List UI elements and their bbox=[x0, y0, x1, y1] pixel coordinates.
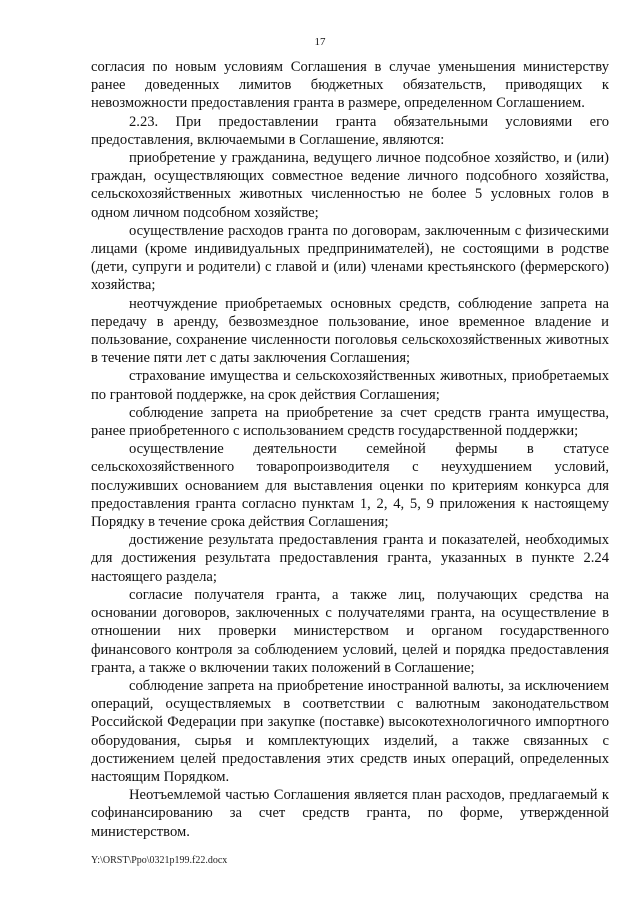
footer-file-path: Y:\ORST\Ppo\0321p199.f22.docx bbox=[91, 855, 228, 866]
section-2-23-paragraph: 2.23. При предоставлении гранта обязательными условиями его предоставления, включаемыми в Соглашение, являются: bbox=[91, 113, 609, 148]
condition-item: согласие получателя гранта, а также лиц, получающих средства на основании договоров, заключенных с получателями гранта, на осуществление в отношении них проверки министерством и органом государственного финансового контроля за соблюдением условий, целей и порядка предоставления гранта, а также о включении таких положений в Соглашение; bbox=[91, 586, 609, 676]
condition-item: соблюдение запрета на приобретение иностранной валюты, за исключением операций, осуществляемых в соответствии с валютным законодательством Российской Федерации при закупке (поставке) высокотехнологичного импортного оборудования, сырья и комплектующих изделий, а также связанных с достижением целей предоставления этих средств иных операций, определенных настоящим Порядком. bbox=[91, 677, 609, 785]
document-body bbox=[91, 58, 609, 841]
condition-item: приобретение у гражданина, ведущего личное подсобное хозяйство, и (или) граждан, осуществляющих совместное ведение личного подсобного хозяйства, сельскохозяйственных животных численностью не более 5 условных голов в одном личном подсобном хозяйстве; bbox=[91, 150, 609, 221]
page-number: 17 bbox=[314, 36, 326, 48]
condition-item: неотчуждение приобретаемых основных средств, соблюдение запрета на передачу в аренду, безвозмездное пользование, иное временное владение и пользование, сохранение численности поголовья сельскохозяйственных животных в течение пяти лет с даты заключения Соглашения; bbox=[91, 295, 609, 367]
condition-item: страхование имущества и сельскохозяйственных животных, приобретаемых по грантовой поддержке, на срок действия Соглашения; bbox=[91, 368, 609, 403]
paragraph: согласия по новым условиям Соглашения в случае уменьшения министерству ранее доведенных лимитов бюджетных обязательств, приводящих к невозможности предоставления гранта в размере, определенном Соглашением. bbox=[91, 59, 609, 112]
paragraph: Неотъемлемой частью Соглашения является план расходов, предлагаемый к софинансированию за счет средств гранта, по форме, утвержденной министерством. bbox=[91, 787, 609, 840]
condition-item: соблюдение запрета на приобретение за счет средств гранта имущества, ранее приобретенного с использованием средств государственной поддержки; bbox=[91, 404, 609, 440]
condition-item: осуществление расходов гранта по договорам, заключенным с физическими лицами (кроме индивидуальных предпринимателей), не состоящими в родстве (дети, супруги и родители) с главой и (или) членами крестьянского (фермерского) хозяйства; bbox=[91, 222, 609, 294]
condition-item: достижение результата предоставления гранта и показателей, необходимых для достижения результата предоставления гранта, указанных в пункте 2.24 настоящего раздела; bbox=[91, 532, 609, 585]
condition-item: осуществление деятельности семейной фермы в статусе сельскохозяйственного товаропроизводителя с неухудшением условий, послуживших основанием для выставления оценки по критериям конкурса для предоставления гранта согласно пунктам 1, 2, 4, 5, 9 приложения к настоящему Порядку в течение срока действия Соглашения; bbox=[91, 441, 609, 531]
